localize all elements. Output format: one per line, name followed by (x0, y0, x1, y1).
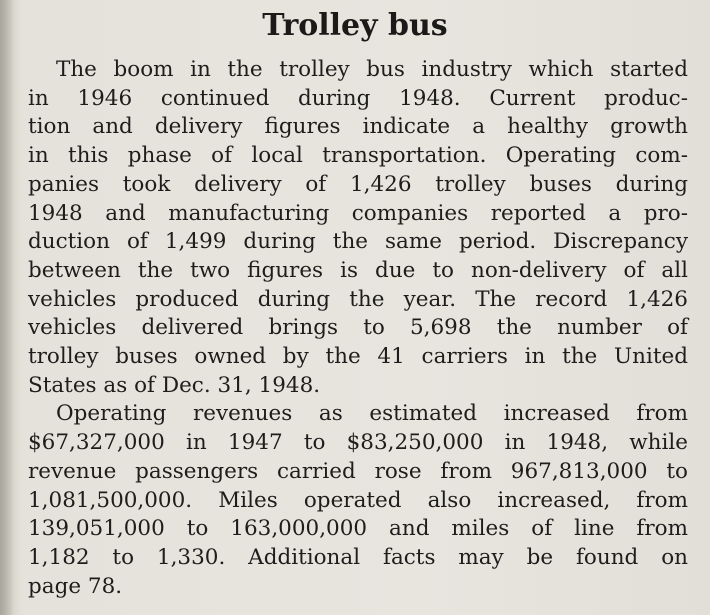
text-line: vehicles delivered brings to 5,698 the number of (28, 315, 688, 341)
text-line: tion and delivery figures indicate a healthy growth (28, 114, 688, 140)
text-line: duction of 1,499 during the same period. Discrepancy (28, 229, 688, 255)
text-line: panies took delivery of 1,426 trolley buses during (28, 171, 688, 197)
text-line: vehicles produced during the year. The record 1,426 (28, 286, 688, 312)
text-line: trolley buses owned by the 41 carriers in the United (28, 344, 688, 370)
text-line: States as of Dec. 31, 1948. (28, 372, 321, 398)
text-line: Operating revenues as estimated increased from (56, 401, 688, 427)
text-line: 1,081,500,000. Miles operated also increased, from (28, 487, 688, 513)
text-line: $67,327,000 in 1947 to $83,250,000 in 1948, while (28, 430, 688, 456)
text-line: between the two figures is due to non-delivery of all (28, 257, 688, 283)
text-line: 1,182 to 1,330. Additional facts may be found on (28, 544, 688, 570)
text-line: The boom in the trolley bus industry which started (56, 57, 688, 82)
paragraph-1 (28, 56, 688, 400)
paragraph-2 (28, 400, 688, 601)
text-line: page 78. (28, 573, 123, 599)
article-body (28, 56, 688, 601)
text-line: in 1946 continued during 1948. Current produc- (28, 85, 688, 111)
text-line: revenue passengers carried rose from 967,813,000 to (28, 458, 688, 484)
page-edge-shadow (0, 0, 14, 615)
text-line: in this phase of local transportation. Operating com- (28, 143, 688, 169)
text-line: 139,051,000 to 163,000,000 and miles of line from (28, 516, 688, 542)
text-line: 1948 and manufacturing companies reported a pro- (28, 200, 688, 226)
article-title: Trolley bus (262, 8, 448, 43)
